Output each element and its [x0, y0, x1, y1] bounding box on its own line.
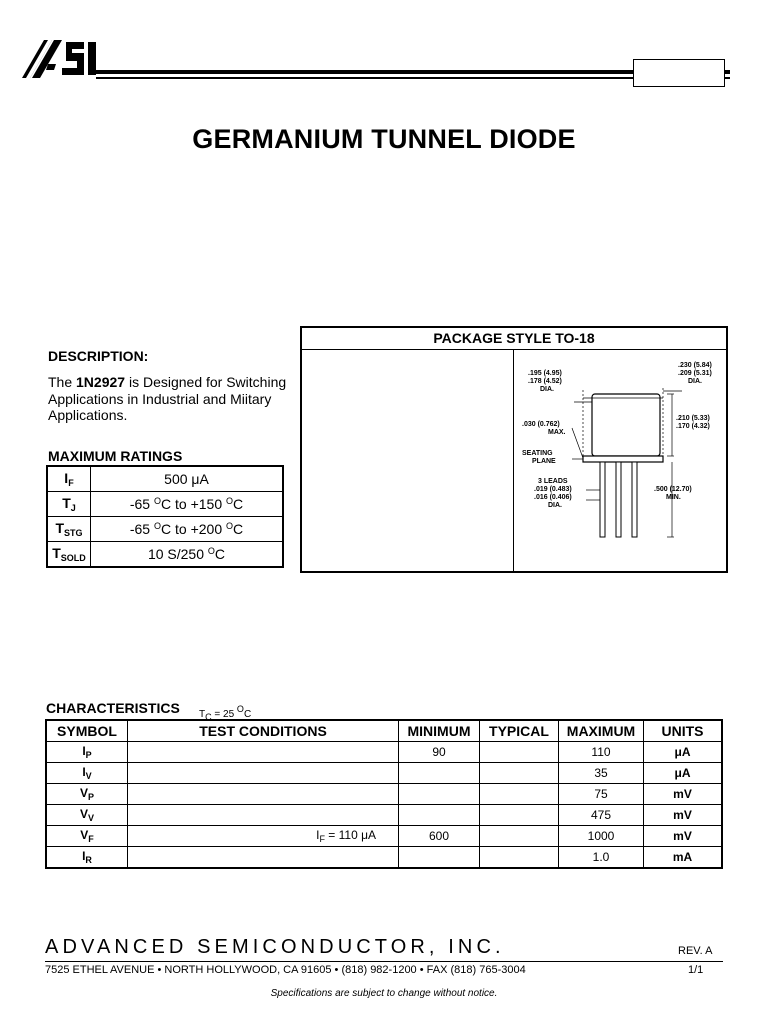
company-name: ADVANCED SEMICONDUCTOR, INC. — [45, 936, 505, 958]
char-unit: mV — [644, 784, 723, 805]
value-b: C to +150 — [161, 496, 226, 512]
value-sup: O — [153, 496, 161, 506]
char-test-condition — [128, 847, 399, 869]
cond-sub: F — [319, 834, 325, 844]
dim-lead-len-b: MIN. — [666, 494, 681, 501]
char-minimum — [399, 847, 480, 869]
max-rating-symbol — [47, 517, 91, 542]
max-rating-symbol — [47, 492, 91, 517]
col-symbol: SYMBOL — [46, 720, 128, 742]
char-row — [46, 763, 722, 784]
company-address: 7525 ETHEL AVENUE • NORTH HOLLYWOOD, CA 91605 • (818) 982-1200 • FAX (818) 765-3004 — [45, 964, 526, 976]
cond-prefix: T — [199, 709, 206, 720]
dim-lead-len-a: .500 (12.70) — [654, 486, 692, 493]
col-maximum: MAXIMUM — [559, 720, 644, 742]
char-unit: μA — [644, 763, 723, 784]
char-row — [46, 742, 722, 763]
char-test-condition — [128, 826, 399, 847]
symbol-letter: V — [80, 828, 89, 842]
char-header-row — [46, 720, 722, 742]
symbol-sub: SOLD — [60, 553, 86, 563]
char-typical — [480, 805, 559, 826]
char-symbol — [46, 763, 128, 784]
char-typical — [480, 742, 559, 763]
max-rating-symbol — [47, 542, 91, 568]
char-minimum — [399, 784, 480, 805]
value-a: -65 — [129, 496, 154, 512]
description-suffix: is Designed for Switching Applications in Industrial and Miitary Applications. — [48, 374, 287, 423]
char-test-condition — [128, 763, 399, 784]
col-minimum: MINIMUM — [399, 720, 480, 742]
col-test-conditions: TEST CONDITIONS — [128, 720, 399, 742]
cond-sub: C — [205, 712, 212, 722]
value-a: 500 μA — [164, 471, 209, 487]
max-ratings-heading: MAXIMUM RATINGS — [48, 448, 183, 464]
char-unit: mA — [644, 847, 723, 869]
dim-top-b: .209 (5.31) — [678, 370, 712, 377]
cond-sup: O — [236, 704, 244, 714]
char-unit: mV — [644, 805, 723, 826]
dim-flange-a: .030 (0.762) — [522, 421, 560, 428]
dim-flange-b: MAX. — [548, 429, 566, 436]
dim-can-a: .195 (4.95) — [528, 370, 562, 377]
max-rating-value — [91, 466, 284, 492]
char-row — [46, 784, 722, 805]
char-minimum: 90 — [399, 742, 480, 763]
max-rating-value — [91, 492, 284, 517]
page-title: GERMANIUM TUNNEL DIODE — [192, 124, 576, 154]
value-a: -65 — [129, 521, 154, 537]
char-symbol — [46, 826, 128, 847]
dim-height-a: .210 (5.33) — [676, 415, 710, 422]
value-c: C — [233, 496, 244, 512]
char-typical — [480, 847, 559, 869]
dim-leads-c: .016 (0.406) — [534, 494, 572, 501]
symbol-sub: V — [85, 771, 92, 781]
char-test-condition — [128, 742, 399, 763]
char-typical — [480, 826, 559, 847]
value-b: C to +200 — [161, 521, 226, 537]
symbol-sub: STG — [64, 528, 83, 538]
symbol-sub: P — [88, 792, 95, 802]
char-symbol — [46, 784, 128, 805]
char-typical — [480, 784, 559, 805]
characteristics-heading: CHARACTERISTICS — [46, 700, 180, 716]
symbol-letter: T — [55, 520, 65, 536]
dim-can-c: DIA. — [540, 386, 554, 393]
revision: REV. A — [678, 945, 713, 957]
char-typical — [480, 763, 559, 784]
char-unit: μA — [644, 742, 723, 763]
symbol-letter: I — [64, 470, 69, 486]
char-symbol — [46, 805, 128, 826]
value-sup2: O — [226, 521, 234, 531]
char-minimum: 600 — [399, 826, 480, 847]
char-unit: mV — [644, 826, 723, 847]
dim-can-b: .178 (4.52) — [528, 378, 562, 385]
dim-leads-a: 3 LEADS — [538, 478, 568, 485]
value-sup2: O — [226, 496, 234, 506]
symbol-letter: V — [79, 786, 88, 800]
asi-logo — [18, 36, 104, 82]
max-rating-row — [47, 517, 283, 542]
seating-plane-b: PLANE — [532, 458, 556, 465]
dim-top-c: DIA. — [688, 378, 702, 385]
symbol-letter: I — [82, 849, 86, 863]
symbol-sub: P — [85, 750, 92, 760]
max-rating-row — [47, 492, 283, 517]
symbol-letter: T — [62, 495, 71, 511]
symbol-sub: J — [70, 503, 76, 513]
char-row — [46, 805, 722, 826]
description-heading: DESCRIPTION: — [48, 348, 149, 364]
dim-top-a: .230 (5.84) — [678, 362, 712, 369]
char-maximum: 110 — [559, 742, 644, 763]
to18-package-drawing — [514, 350, 726, 571]
symbol-letter: V — [79, 807, 88, 821]
spec-notice: Specifications are subject to change without notice. — [270, 988, 498, 999]
symbol-sub: R — [85, 855, 92, 865]
symbol-sub: F — [68, 478, 74, 488]
char-maximum: 1.0 — [559, 847, 644, 869]
char-row — [46, 847, 722, 869]
char-maximum: 1000 — [559, 826, 644, 847]
cond-suffix: C — [243, 709, 252, 720]
char-row — [46, 826, 722, 847]
description-text — [48, 374, 298, 424]
page-number: 1/1 — [688, 964, 704, 976]
part-number: 1N2927 — [76, 374, 126, 390]
symbol-letter: T — [52, 545, 61, 561]
char-maximum: 475 — [559, 805, 644, 826]
seating-plane-a: SEATING — [522, 450, 553, 457]
characteristics-table — [45, 719, 723, 869]
cond-post: = 110 μA — [324, 828, 376, 842]
char-maximum: 35 — [559, 763, 644, 784]
col-units: UNITS — [644, 720, 723, 742]
char-maximum: 75 — [559, 784, 644, 805]
symbol-sub: F — [88, 834, 94, 844]
value-c: C — [233, 521, 244, 537]
max-rating-value — [91, 517, 284, 542]
max-rating-value — [91, 542, 284, 568]
char-test-condition — [128, 805, 399, 826]
char-symbol — [46, 742, 128, 763]
description-prefix: The — [48, 374, 77, 390]
part-number-box — [633, 59, 725, 87]
dim-leads-d: DIA. — [548, 502, 562, 509]
package-box — [300, 326, 728, 573]
max-ratings-table — [46, 465, 284, 568]
max-rating-row — [47, 466, 283, 492]
dim-leads-b: .019 (0.483) — [534, 486, 572, 493]
value-sup: O — [153, 521, 161, 531]
cond-pre: I — [316, 828, 320, 842]
value-a: 10 S/250 — [147, 546, 208, 562]
symbol-letter: I — [82, 765, 86, 779]
max-rating-row — [47, 542, 283, 568]
symbol-letter: I — [82, 744, 86, 758]
symbol-sub: V — [88, 813, 95, 823]
cond-mid: = 25 — [211, 709, 237, 720]
package-title: PACKAGE STYLE TO-18 — [302, 328, 726, 350]
max-rating-symbol — [47, 466, 91, 492]
char-minimum — [399, 805, 480, 826]
value-sup: O — [207, 546, 215, 556]
char-test-condition — [128, 784, 399, 805]
value-b: C — [214, 546, 226, 562]
char-symbol — [46, 847, 128, 869]
char-minimum — [399, 763, 480, 784]
col-typical: TYPICAL — [480, 720, 559, 742]
dim-height-b: .170 (4.32) — [676, 423, 710, 430]
footer-rule — [45, 961, 723, 962]
